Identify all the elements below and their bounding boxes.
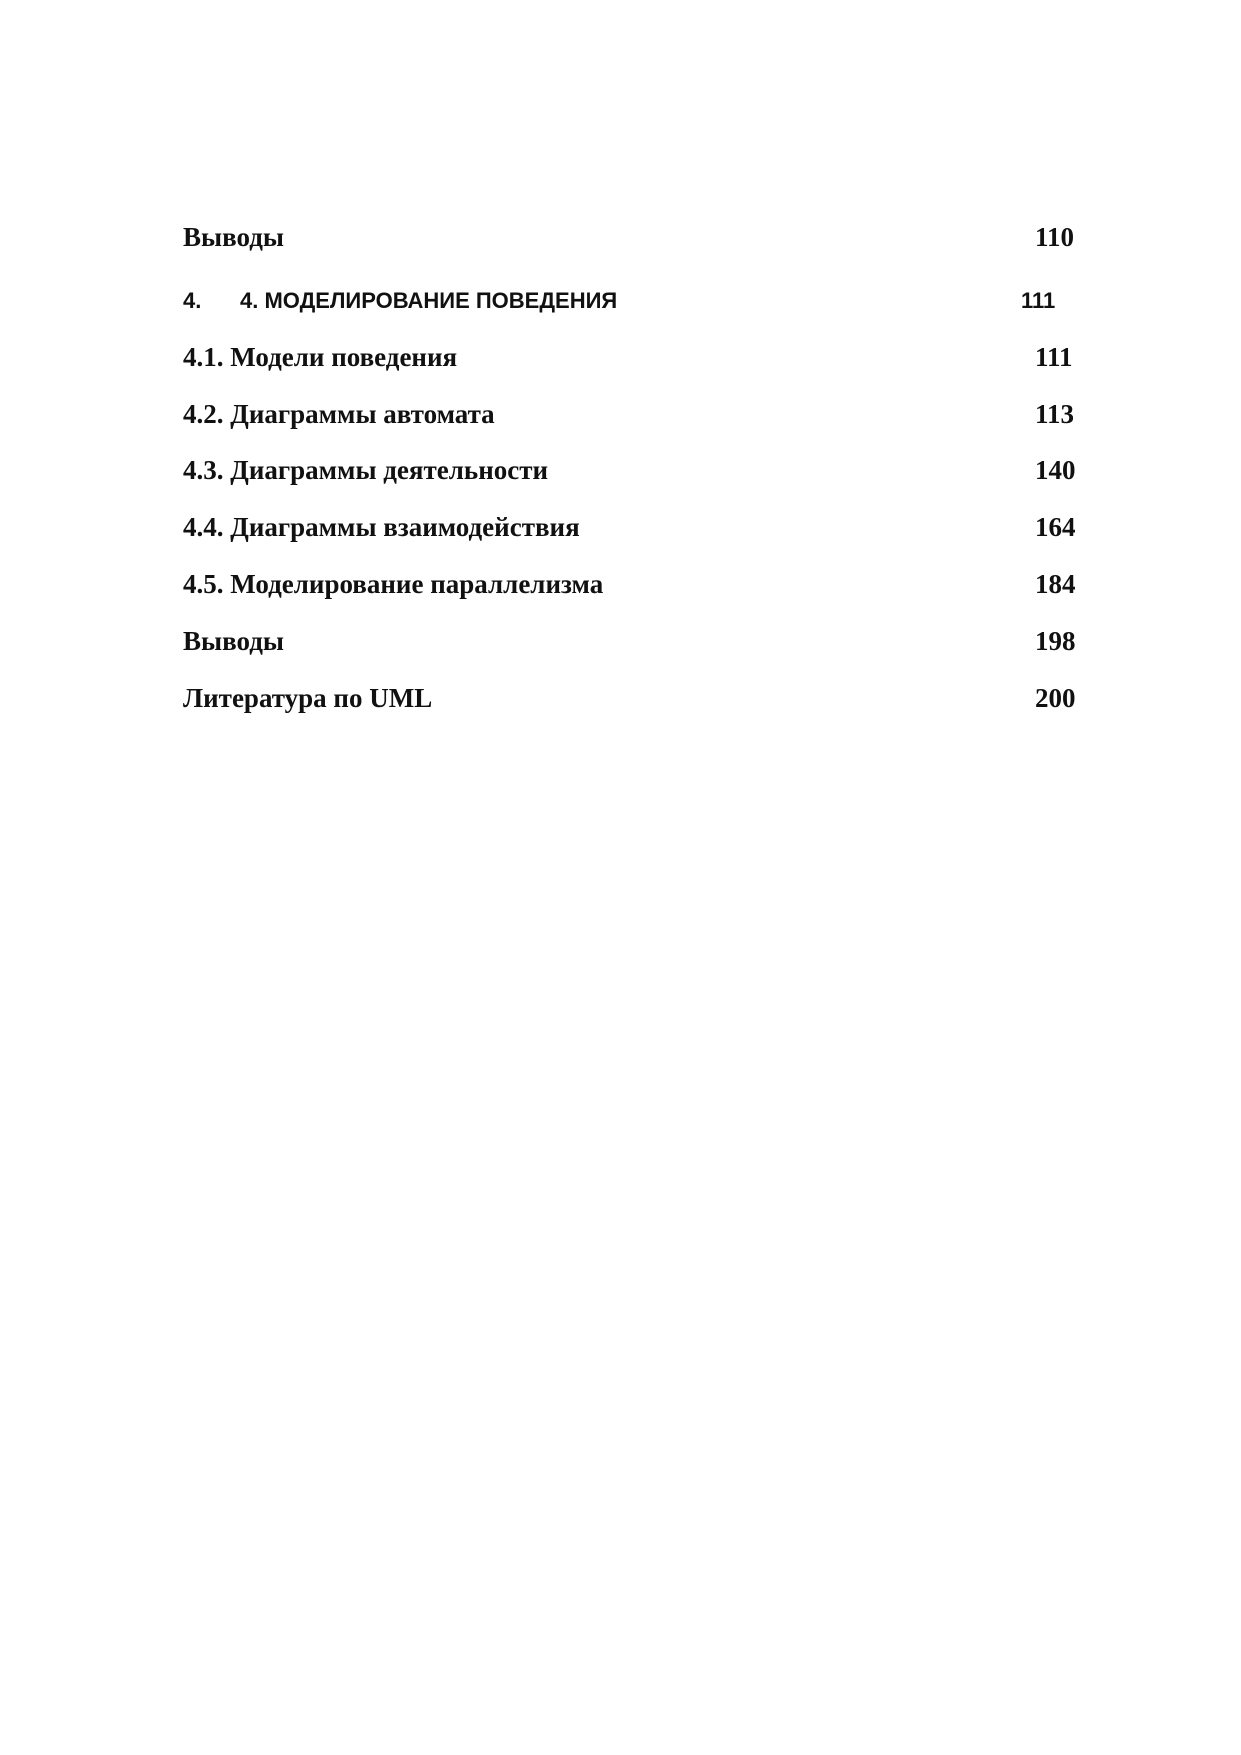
toc-entry-chapter-4[interactable] — [183, 286, 1241, 326]
toc-entry-conclusions-3[interactable] — [183, 220, 1241, 260]
toc-entry-title: 4.5. Моделирование параллелизма — [183, 569, 604, 599]
toc-entry-title: Выводы — [183, 626, 284, 656]
toc-entry-title: 4.4. Диаграммы взаимодействия — [183, 512, 580, 542]
toc-entry-page: 111 — [1021, 288, 1056, 313]
toc-entry-4-3[interactable] — [183, 453, 1241, 493]
toc-entry-title: 4.2. Диаграммы автомата — [183, 399, 495, 429]
toc-entry-page: 184 — [1035, 569, 1076, 599]
toc-entry-title: 4.3. Диаграммы деятельности — [183, 455, 549, 485]
toc-entry-4-4[interactable] — [183, 510, 1241, 550]
toc-entry-page: 198 — [1035, 626, 1076, 656]
toc-entry-4-2[interactable] — [183, 397, 1241, 437]
toc-entry-page: 200 — [1035, 683, 1076, 713]
toc-entry-page: 111 — [1035, 342, 1073, 372]
toc-entry-conclusions-4[interactable] — [183, 624, 1241, 664]
toc-entry-page: 113 — [1035, 399, 1075, 429]
toc-entry-4-1[interactable] — [183, 340, 1241, 380]
toc-chapter-number: 4. — [183, 288, 202, 313]
toc-entry-title: Выводы — [183, 222, 284, 252]
toc-entry-page: 140 — [1035, 455, 1076, 485]
toc-entry-title: Литература по UML — [183, 683, 433, 713]
toc-entry-uml-literature[interactable] — [183, 681, 1241, 721]
toc-entry-title: 4. МОДЕЛИРОВАНИЕ ПОВЕДЕНИЯ — [240, 288, 618, 313]
toc-entry-page: 110 — [1035, 222, 1075, 252]
toc-entry-page: 164 — [1035, 512, 1076, 542]
toc-entry-4-5[interactable] — [183, 567, 1241, 607]
toc-entry-title: 4.1. Модели поведения — [183, 342, 458, 372]
